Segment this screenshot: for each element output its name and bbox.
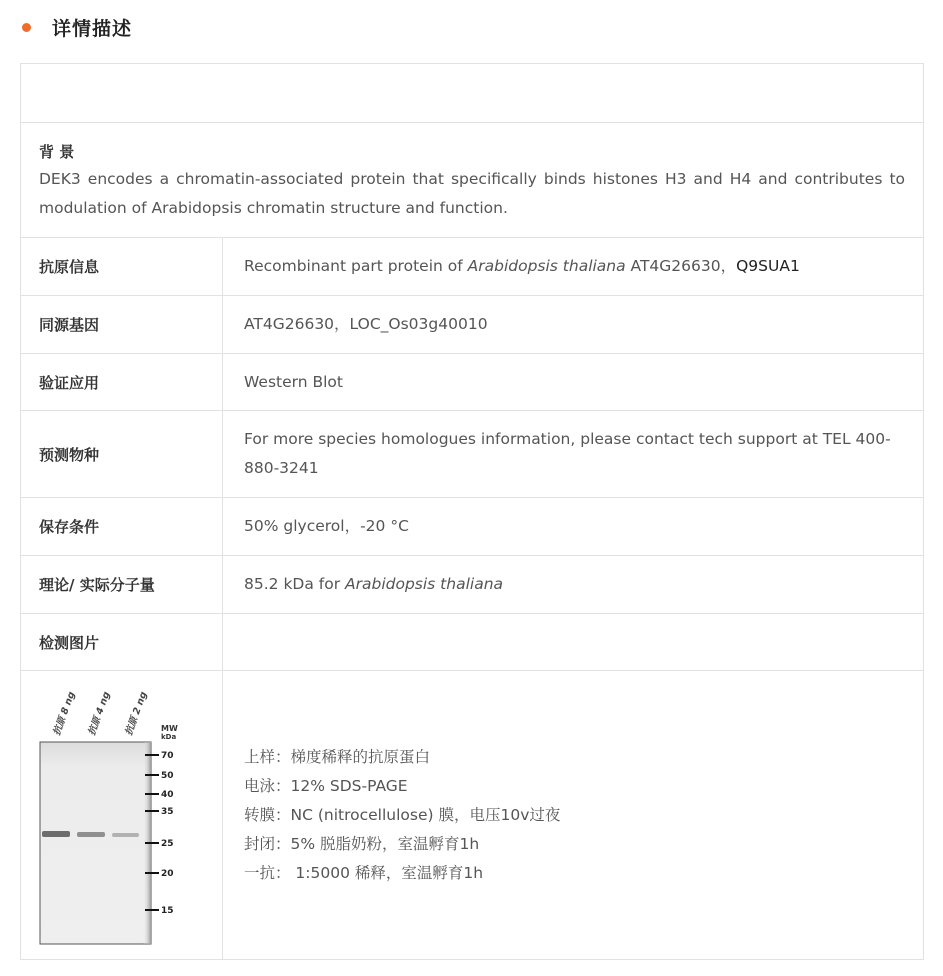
- condition-primary-antibody: 一抗： 1:5000 稀释，室温孵育1h: [244, 863, 484, 882]
- bullet-dot-icon: [22, 23, 31, 32]
- antigen-prefix: Recombinant part protein of: [244, 257, 468, 275]
- band-lane-1: [42, 831, 70, 837]
- mw-value: [223, 556, 923, 613]
- image-label: 检测图片: [21, 614, 223, 670]
- mw-header-kda: kDa: [161, 733, 177, 741]
- membrane-rect: [40, 742, 151, 944]
- condition-blocking: 封闭：5% 脱脂奶粉，室温孵育1h: [244, 834, 480, 853]
- lane-label-1: 抗原 8 ng: [51, 690, 78, 738]
- mw-species: Arabidopsis thaliana: [345, 575, 504, 593]
- antigen-gene: AT4G26630，: [625, 257, 737, 275]
- application-value: Western Blot: [244, 372, 343, 391]
- western-blot-image: [21, 671, 221, 959]
- blot-image: [21, 671, 223, 959]
- section-header: [20, 12, 132, 42]
- condition-loading: 上样：梯度稀释的抗原蛋白: [244, 747, 431, 766]
- antigen-value: [223, 238, 923, 295]
- background-text: DEK3 encodes a chromatin-associated protein that specifically binds histones H3 and H4 and contributes to modulation of Arabidopsis chromatin structure and function.: [39, 170, 905, 217]
- species-pred-row: [21, 410, 923, 497]
- antigen-species: Arabidopsis thaliana: [467, 257, 626, 275]
- storage-row: [21, 497, 923, 555]
- background-label: 背 景: [39, 143, 75, 161]
- mw-label: 理论/ 实际分子量: [21, 556, 223, 613]
- mw-row: [21, 555, 923, 613]
- mw-header-mw: MW: [161, 724, 178, 733]
- marker-label-25: 25: [161, 839, 174, 849]
- details-table: [20, 63, 924, 960]
- condition-transfer: 转膜：NC (nitrocellulose) 膜，电压10v过夜: [244, 805, 561, 824]
- storage-value: 50% glycerol，-20 °C: [244, 517, 409, 535]
- section-title: 详情描述: [52, 17, 133, 40]
- antigen-accession: Q9SUA1: [736, 257, 800, 275]
- band-lane-3: [112, 833, 139, 837]
- marker-label-70: 70: [161, 751, 174, 761]
- antigen-row: [21, 237, 923, 295]
- species-pred-label: 预测物种: [21, 411, 223, 497]
- conditions-cell: [223, 671, 923, 959]
- image-label-row: [21, 613, 923, 670]
- conditions-list: [244, 743, 560, 888]
- application-row: [21, 353, 923, 410]
- homolog-label: 同源基因: [21, 296, 223, 353]
- antigen-label: 抗原信息: [21, 238, 223, 295]
- lane-label-2: 抗原 4 ng: [86, 690, 113, 738]
- marker-label-50: 50: [161, 771, 174, 781]
- homolog-value: AT4G26630，LOC_Os03g40010: [244, 315, 488, 333]
- background-row: [21, 122, 923, 237]
- lane-label-3: 抗原 2 ng: [123, 690, 150, 738]
- blot-row: [21, 670, 923, 959]
- application-label: 验证应用: [21, 354, 223, 410]
- marker-label-35: 35: [161, 807, 174, 817]
- band-lane-2: [77, 832, 105, 837]
- species-pred-value: For more species homologues information, please contact tech support at TEL 400-880-3241: [244, 430, 891, 477]
- mw-prefix: 85.2 kDa for: [244, 575, 346, 593]
- marker-label-20: 20: [161, 869, 174, 879]
- marker-label-40: 40: [161, 790, 174, 800]
- condition-electrophoresis: 电泳：12% SDS-PAGE: [244, 776, 408, 795]
- image-label-value: [223, 614, 923, 670]
- empty-row: [21, 64, 923, 122]
- marker-label-15: 15: [161, 906, 174, 916]
- homolog-row: [21, 295, 923, 353]
- storage-label: 保存条件: [21, 498, 223, 555]
